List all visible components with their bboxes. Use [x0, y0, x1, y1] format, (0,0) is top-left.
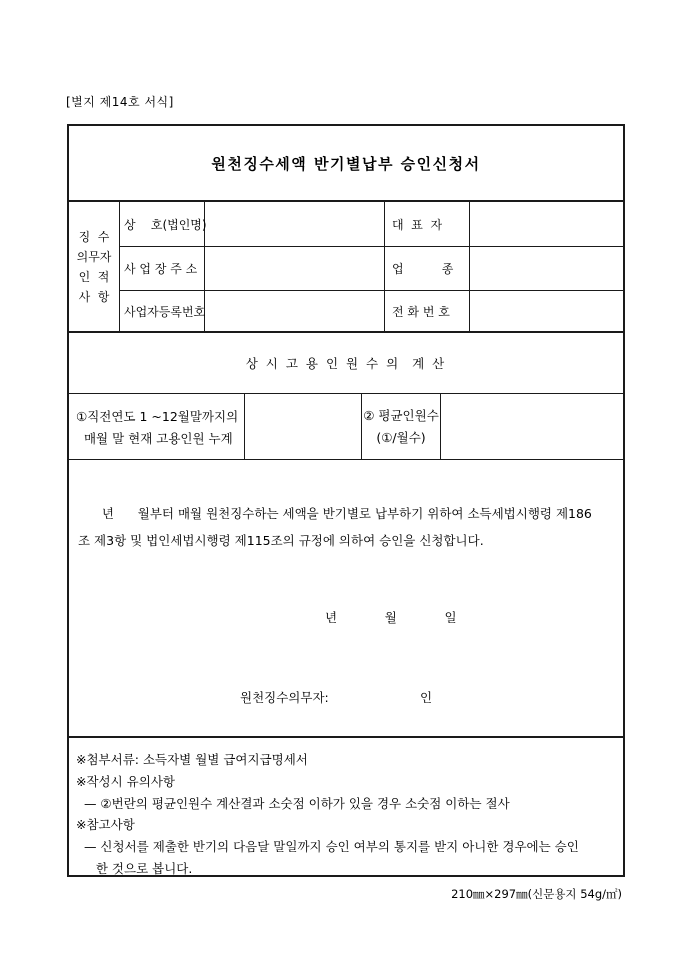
- note-line-attachments: ※첨부서류: 소득자별 월별 급여지급명세서: [76, 752, 308, 767]
- date-line: 년 월 일: [325, 610, 457, 625]
- taxpayer-group-label-line: 의무자: [76, 249, 112, 264]
- note-line-caution-detail: — ②번란의 평균인원수 계산결과 소숫점 이하가 있을 경우 소숫점 이하는 절사: [76, 795, 510, 811]
- note-line-reference-detail1: — 신청서를 제출한 반기의 다음달 말일까지 승인 여부의 통지를 받지 아니한 경우에는 승인: [76, 839, 579, 855]
- calc-section-title: 상 시 고 용 인 원 수 의 계 산: [245, 356, 447, 371]
- form-title: 원천징수세액 반기별납부 승인신청서: [211, 154, 481, 173]
- field-label-trade-name: 상 호(법인명): [120, 202, 205, 246]
- field-value-business-reg-number: [205, 290, 385, 331]
- calc-section-header: [69, 331, 623, 393]
- field-label-representative: 대 표 자: [385, 202, 470, 246]
- calc-item2-label-line2: (①/월수): [376, 429, 426, 445]
- calc-item2-label-line1: ② 평균인원수: [363, 407, 439, 423]
- calc-item1-label-line1: ①직전연도 1 ~12월말까지의: [76, 409, 239, 424]
- declaration-section: [69, 460, 623, 736]
- field-label-business-reg-number: 사업자등록번호: [120, 290, 205, 331]
- field-label-business-address: 사 업 장 주 소: [120, 246, 205, 290]
- form-reference-label: [별지 제14호 서식]: [66, 95, 174, 109]
- seal-label: 인: [420, 690, 433, 705]
- note-line-reference-header: ※참고사항: [76, 817, 135, 833]
- calc-item2-value: [441, 394, 623, 459]
- calc-item1-label: [69, 394, 245, 459]
- taxpayer-group-label-line: 징 수: [78, 229, 110, 244]
- form-border-box: [67, 124, 625, 877]
- paper-size-note: 210㎜×297㎜(신문용지 54g/㎡): [451, 887, 622, 901]
- declaration-text: [78, 500, 592, 554]
- notes-section: [69, 736, 623, 875]
- field-value-phone-number: [470, 290, 623, 331]
- field-value-representative: [470, 202, 623, 246]
- calc-item1-label-line2: 매월 말 현재 고용인원 누계: [76, 431, 233, 446]
- calc-table-row: [69, 393, 623, 460]
- calc-item2-label: [362, 394, 441, 459]
- taxpayer-group-label-line: 사 항: [78, 289, 110, 304]
- declaration-line1: 년 월부터 매월 원천징수하는 세액을 반기별로 납부하기 위하여 소득세법시행령 제186: [78, 506, 592, 521]
- field-label-phone-number: 전 화 번 호: [385, 290, 470, 331]
- field-value-business-type: [470, 246, 623, 290]
- taxpayer-group-label: [69, 202, 120, 331]
- taxpayer-info-table: [69, 200, 623, 331]
- field-value-trade-name: [205, 202, 385, 246]
- declaration-line2: 조 제3항 및 법인세법시행령 제115조의 규정에 의하여 승인을 신청합니다.: [78, 533, 484, 548]
- withholding-agent-label: 원천징수의무자:: [240, 690, 329, 705]
- note-line-reference-detail2: 한 것으로 봅니다.: [76, 860, 193, 876]
- taxpayer-group-label-line: 인 적: [78, 269, 110, 284]
- field-label-business-type: 업 종: [385, 246, 470, 290]
- note-line-caution-header: ※작성시 유의사항: [76, 773, 175, 789]
- field-value-business-address: [205, 246, 385, 290]
- calc-item1-value: [245, 394, 362, 459]
- title-section: [69, 126, 623, 200]
